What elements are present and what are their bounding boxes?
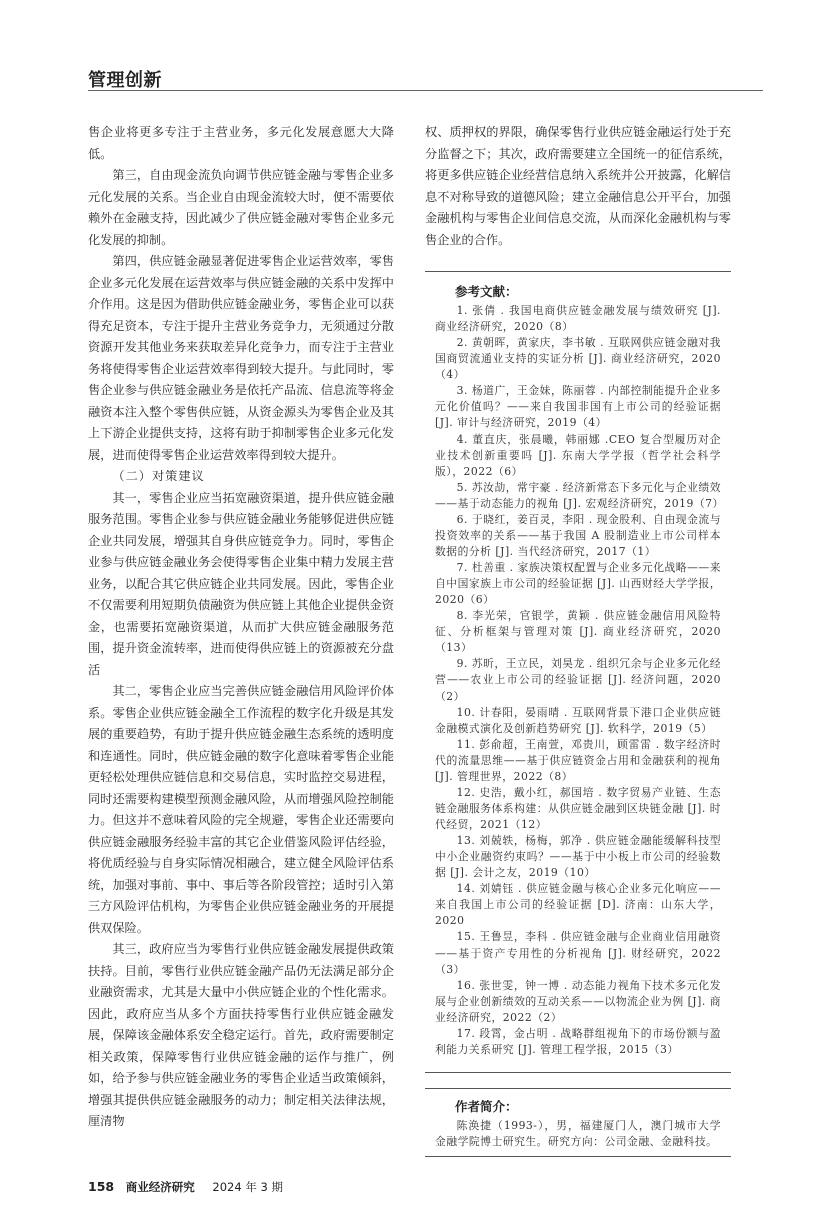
paragraph: 第三，自由现金流负向调节供应链金融与零售企业多元化发展的关系。当企业自由现金流较大时，便不需要依赖外在金融支持，因此减少了供应链金融对零售企业多元化发展的抑制。: [88, 168, 394, 247]
reference-item: 9. 苏昕，王立民，刘昊龙 . 组织冗余与企业多元化经营——农业上市公司的经验证据 [J]. 经济问题，2020（2）: [435, 657, 721, 703]
reference-item: 12. 史浩，戴小红，郝国培 . 数字贸易产业链、生态链金融服务体系构建：从供应链金融到区块链金融 [J]. 时代经贸，2021（12）: [435, 785, 721, 831]
reference-item: 13. 刘兢轶，杨梅，郭净 . 供应链金融能缓解科技型中小企业融资约束吗？——基于中小板上市公司的经验数据 [J]. 会计之友，2019（10）: [435, 834, 721, 880]
right-column: [425, 122, 731, 1157]
references-list: [425, 303, 731, 1058]
reference-item: 6. 于晓红，姜百灵，李阳 . 现金股利、自由现金流与投资效率的关系——基于我国 A 股制造业上市公司样本数据的分析 [J]. 当代经济研究，2017（1）: [435, 512, 721, 558]
reference-item: 11. 彭俞超，王南萱，邓贵川，顾雷雷 . 数字经济时代的流量思维——基于供应链资金占用和金融获利的视角 [J]. 管理世界，2022（8）: [435, 737, 721, 783]
author-section: [425, 1088, 731, 1157]
reference-item: 5. 苏汝劼，常宇豪 . 经济新常态下多元化与企业绩效——基于动态能力的视角 [J]. 宏观经济研究，2019（7）: [435, 480, 724, 510]
reference-item: 2. 黄朝晖，黄家庆，李书敏 . 互联网供应链金融对我国商贸流通业支持的实证分析 [J]. 商业经济研究，2020（4）: [435, 336, 721, 382]
issue-label: 2024 年 3 期: [212, 1180, 283, 1195]
article-columns: [88, 122, 731, 1157]
header-divider: [88, 90, 763, 91]
paragraph: 售企业将更多专注于主营业务，多元化发展意愿大大降低。: [88, 125, 394, 161]
paragraph: 第四，供应链金融显著促进零售企业运营效率，零售企业多元化发展在运营效率与供应链金融的关系中发挥中介作用。这是因为借助供应链金融业务，零售企业可以获得充足资本，专注于提升主营业务竞争力，无须通过分散资源开发其他业务来获取差异化竞争力，而专注于主营业务将使得零售企业运营效率得到较大提升。与此同时，零售企业参与供应链金融业务是依托产品流、信息流等将金融资本注入整个零售供应链，从资金源头为零售企业及其上下游企业提供支持，这将有助于抑制零售企业多元化发展，进而使得零售企业运营效率得到较大提升。: [88, 254, 394, 462]
reference-item: 8. 李光荣，官银学，黄颖 . 供应链金融信用风险特征、分析框架与管理对策 [J]. 商业经济研究，2020（13）: [435, 609, 721, 655]
reference-item: 3. 杨道广，王金妹，陈丽蓉 . 内部控制能提升企业多元化价值吗？——来自我国非国有上市公司的经验证据 [J]. 审计与经济研究，2019（4）: [435, 384, 721, 430]
reference-item: 7. 杜善重 . 家族决策权配置与企业多元化战略——来自中国家族上市公司的经验证据 [J]. 山西财经大学学报，2020（6）: [435, 561, 721, 607]
references-section: [425, 271, 731, 1072]
reference-item: 4. 董直庆，张晨曦，韩丽娜 .CEO 复合型履历对企业技术创新重要吗 [J]. 东南大学学报（哲学社会科学版），2022（6）: [435, 432, 721, 478]
paragraph: 其三，政府应当为零售行业供应链金融发展提供政策扶持。目前，零售行业供应链金融产品仍无法满足部分企业融资需求，尤其是大量中小供应链企业的个性化需求。因此，政府应当从多个方面扶持零售行业供应链金融发展，保障该金融体系安全稳定运行。首先，政府需要制定相关政策，保障零售行业供应链金融的运作与推广，例如，给予参与供应链金融业务的零售企业适当政策倾斜，增强其提供供应链金融服务的动力；制定相关法律法规，厘清物: [88, 942, 394, 1128]
paragraph: 其一，零售企业应当拓宽融资渠道，提升供应链金融服务范围。零售企业参与供应链金融业务能够促进供应链企业共同发展，增强其自身供应链竞争力。同时，零售企业参与供应链金融业务会使得零售企业集中精力发展主营业务，以配合其它供应链企业共同发展。因此，零售企业不仅需要利用短期负债融资为供应链上其他企业提供金资金，也需要拓宽融资渠道，从而扩大供应链金融服务范围，提升资金流转率，进而使得供应链上的资源被充分盘活: [88, 490, 394, 677]
reference-item: 17. 段霄，金占明 . 战略群组视角下的市场份额与盈利能力关系研究 [J]. 管理工程学报，2015（3）: [435, 1026, 721, 1056]
page-number: 158: [88, 1179, 115, 1195]
reference-item: 15. 王鲁昱，李科 . 供应链金融与企业商业信用融资——基于资产专用性的分析视角 [J]. 财经研究，2022（3）: [435, 930, 721, 976]
paragraph: 其二，零售企业应当完善供应链金融信用风险评价体系。零售企业供应链金融全工作流程的数字化升级是其发展的重要趋势，有助于提升供应链金融生态系统的透明度和连通性。同时，供应链金融的数字化意味着零售企业能更轻松处理供应链信息和交易信息，实时监控交易进程，同时还需要构建模型预测金融风险，从而增强风险控制能力。但这并不意味着风险的完全规避，零售企业还需要向供应链金融服务经验丰富的其它企业借鉴风险评估经验，将优质经验与自身实际情况相融合，建立健全风险评估系统，加强对事前、事中、事后等各阶段管控；适时引入第三方风险评估机构，为零售企业供应链金融业务的开展提供双保险。: [88, 684, 394, 935]
references-title: 参考文献：: [455, 284, 518, 299]
subsection-heading: （二）对策建议: [112, 469, 205, 483]
paragraph: 权、质押权的界限，确保零售行业供应链金融运行处于充分监督之下；其次，政府需要建立全国统一的征信系统，将更多供应链企业经营信息纳入系统并公开披露，化解信息不对称导致的道德风险；建立金融信息公开平台，加强金融机构与零售企业间信息交流，从而深化金融机构与零售企业的合作。: [425, 125, 731, 247]
reference-item: 10. 计春阳，晏雨晴 . 互联网背景下港口企业供应链金融模式演化及创新趋势研究 [J]. 软科学，2019（5）: [435, 705, 721, 735]
author-title: 作者简介：: [455, 1098, 518, 1114]
reference-item: 1. 张倩 . 我国电商供应链金融发展与绩效研究 [J]. 商业经济研究，2020（8）: [435, 304, 721, 334]
reference-item: 14. 刘婧钰 . 供应链金融与核心企业多元化响应——来自我国上市公司的经验证据 [D]. 济南：山东大学，2020: [435, 882, 721, 928]
left-column: [88, 122, 394, 1133]
reference-item: 16. 张世雯，钟一博 . 动态能力视角下技术多元化发展与企业创新绩效的互动关系——以物流企业为例 [J]. 商业经济研究，2022（2）: [435, 978, 721, 1024]
journal-name: 商业经济研究: [125, 1180, 195, 1195]
author-bio: 陈涣捷（1993-），男，福建厦门人，澳门城市大学金融学院博士研究生。研究方向：公司金融、金融科技。: [435, 1118, 721, 1148]
references-divider: [425, 1072, 731, 1073]
page-footer: [88, 1179, 731, 1195]
right-column-body: [425, 122, 731, 251]
section-title: 管理创新: [88, 70, 162, 91]
